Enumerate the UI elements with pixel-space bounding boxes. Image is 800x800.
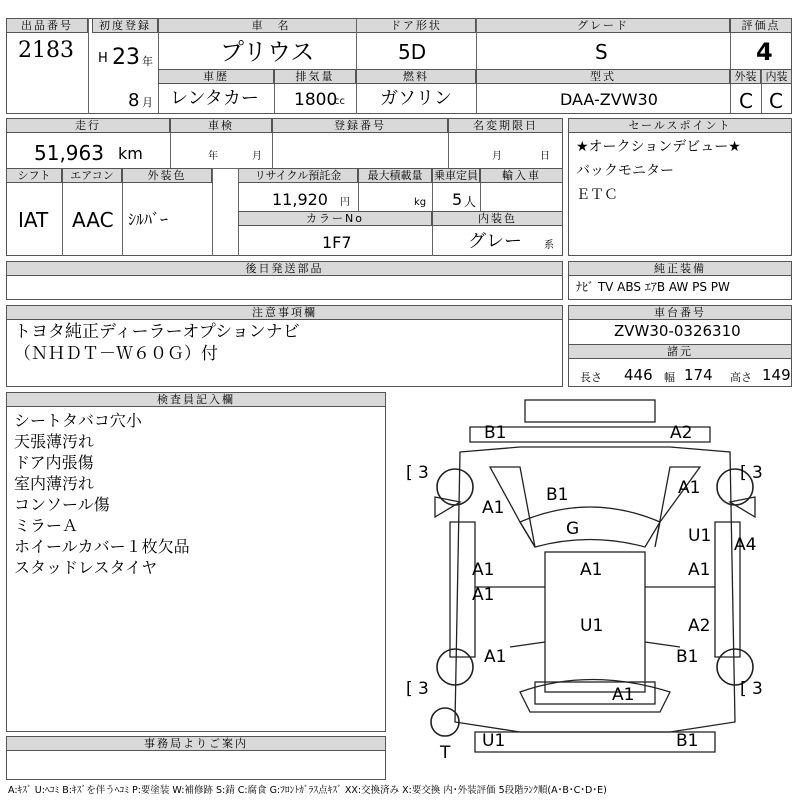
int-color-label: 内装色	[432, 211, 563, 226]
inspector-line: シートタバコ穴小	[14, 411, 142, 430]
grade: S	[595, 40, 608, 64]
car-name: プリウス	[220, 38, 315, 66]
damage-front-bumper-right: B1	[676, 731, 699, 751]
damage-quarter-right: A1	[678, 478, 701, 498]
inspector-line: ドア内張傷	[14, 453, 94, 472]
capacity-unit: 人	[464, 195, 477, 209]
door-label: ドア形状	[356, 18, 476, 33]
damage-rear-door-left: A1	[472, 560, 495, 580]
damage-front-bumper-left: U1	[482, 731, 506, 751]
tire-rear-right: [ 3	[740, 463, 763, 483]
sales-point-line: バックモニター	[576, 163, 674, 179]
width-value: 174	[684, 366, 713, 384]
height-label: 高さ	[730, 371, 752, 384]
history-label: 車歴	[158, 69, 274, 84]
damage-roof-glass: G	[566, 519, 580, 539]
year-unit: 年	[142, 55, 153, 68]
lot-no-label: 出品番号	[6, 18, 88, 33]
lot-no: 2183	[18, 38, 74, 63]
sales-point-line: ★オークションデビュー★	[576, 139, 741, 155]
inspector-line: コンソール傷	[14, 495, 110, 514]
specs-label: 諸元	[568, 344, 792, 359]
tire-front-left: [ 3	[406, 679, 429, 699]
history: レンタカー	[170, 88, 259, 109]
damage-fender-right: B1	[676, 647, 699, 667]
first-reg-month: 8	[128, 90, 140, 111]
car-diagram	[390, 392, 800, 782]
exterior-label: 外装	[730, 69, 761, 84]
inspector-label: 検査員記入欄	[6, 392, 386, 407]
damage-right-side: A4	[734, 535, 757, 555]
recycle-unit: 円	[340, 197, 350, 208]
mileage-label: 走行	[6, 118, 170, 133]
inspector-line: 室内薄汚れ	[14, 474, 95, 493]
inspector-line: ホイールカバー１枚欠品	[14, 537, 190, 556]
height-value: 149	[762, 366, 791, 384]
damage-interior-center: U1	[580, 616, 604, 636]
max-load-label: 最大積載量	[358, 168, 432, 183]
fuel-label: 燃料	[356, 69, 476, 84]
chassis-no: ZVW30-0326310	[614, 322, 741, 340]
damage-fender-left: A1	[484, 647, 507, 667]
inspector-line: 天張薄汚れ	[14, 432, 95, 451]
model-label: 型式	[476, 69, 730, 84]
sales-point-line: ＥＴＣ	[576, 187, 618, 203]
first-reg-year: 23	[112, 45, 140, 70]
color-label: 外装色	[122, 168, 212, 183]
damage-roof-center: A1	[580, 560, 603, 580]
inspector-line: ミラーＡ	[14, 516, 79, 535]
recycle-label: リサイクル預託金	[238, 168, 358, 183]
damage-rear-glass: B1	[546, 485, 569, 505]
ac-label: エアコン	[62, 168, 122, 183]
displacement-label: 排気量	[274, 69, 356, 84]
inspector-line: スタッドレスタイヤ	[14, 558, 158, 577]
mileage-unit: km	[118, 144, 143, 163]
damage-front-door-right: A2	[688, 616, 711, 636]
tire-rear-left: [ 3	[406, 463, 429, 483]
name-change-label: 名変期限日	[448, 118, 563, 133]
exterior-score: C	[739, 89, 753, 113]
interior-score: C	[769, 89, 783, 113]
displacement: 1800	[294, 90, 338, 110]
sales-point-label: セールスポイント	[568, 118, 792, 133]
score-label: 評価点	[730, 18, 792, 33]
length-value: 446	[624, 366, 653, 384]
office-label: 事務局よりご案内	[6, 736, 386, 751]
car-name-label: 車 名	[158, 18, 384, 33]
notes-label: 注意事項欄	[6, 305, 563, 320]
tire-front-right: [ 3	[740, 679, 763, 699]
door: 5D	[398, 40, 427, 64]
color-no: 1F7	[322, 233, 352, 252]
month-unit: 月	[142, 96, 153, 109]
legend: A:ｷｽﾞ U:ﾍｺﾐ B:ｷｽﾞを伴うﾍｺﾐ P:要塗装 W:補修跡 S:錆 C:腐食 G:ﾌﾛﾝﾄｶﾞﾗｽ点ｷｽﾞ XX:交換済み X:要交換 内･外装評価 5段階ﾗﾝｸ順(A･B･C･D･E)	[8, 785, 607, 796]
interior-label: 内装	[761, 69, 792, 84]
exterior-color: ｼﾙﾊﾞｰ	[128, 210, 169, 229]
damage-hood: A1	[612, 685, 635, 705]
int-color: グレー	[468, 231, 522, 252]
ac: AAC	[72, 208, 114, 232]
insp-month-unit: 月	[252, 151, 262, 162]
mileage: 51,963	[34, 141, 104, 165]
color-no-label: カラーNo	[238, 211, 432, 226]
damage-rear-left: B1	[484, 423, 507, 443]
reg-no-label: 登録番号	[272, 118, 448, 133]
score: 4	[756, 38, 773, 66]
capacity-label: 乗車定員	[434, 169, 478, 182]
later-parts-label: 後日発送部品	[6, 261, 563, 276]
capacity: 5	[452, 190, 463, 209]
import-label: 輸入車	[480, 168, 563, 183]
recycle-fee: 11,920	[272, 190, 328, 209]
damage-front-door-left: A1	[472, 585, 495, 605]
model: DAA-ZVW30	[560, 90, 658, 109]
shift: IAT	[18, 208, 49, 232]
shift-label: シフト	[6, 168, 62, 183]
damage-rear-right: A2	[670, 423, 693, 443]
int-color-unit: 系	[544, 240, 554, 251]
width-label: 幅	[664, 371, 675, 384]
notes-line: トヨタ純正ディーラーオプションナビ	[14, 322, 300, 342]
equipment-label: 純正装備	[568, 261, 792, 276]
length-label: 長さ	[580, 371, 602, 384]
nc-month-unit: 月	[492, 151, 502, 162]
nc-day-unit: 日	[540, 151, 550, 162]
era: H	[98, 51, 108, 66]
first-reg-label: 初度登録	[92, 18, 158, 33]
fuel: ガソリン	[380, 88, 452, 109]
max-load-unit: kg	[414, 197, 427, 208]
grade-label: グレード	[476, 18, 730, 33]
damage-rear-door-right-2: A1	[688, 560, 711, 580]
notes-line: （ＮＨＤＴ－Ｗ６０Ｇ）付	[14, 344, 218, 364]
displacement-unit: cc	[334, 96, 345, 107]
damage-quarter-left: A1	[482, 498, 505, 518]
damage-rear-door-right: U1	[688, 526, 712, 546]
inspection-label: 車検	[170, 118, 272, 133]
spare-tire: T	[440, 743, 451, 763]
equipment-list: ﾅﾋﾞ TV ABS ｴｱB AW PS PW	[576, 280, 730, 294]
insp-year-unit: 年	[208, 151, 218, 162]
chassis-label: 車台番号	[568, 305, 792, 320]
